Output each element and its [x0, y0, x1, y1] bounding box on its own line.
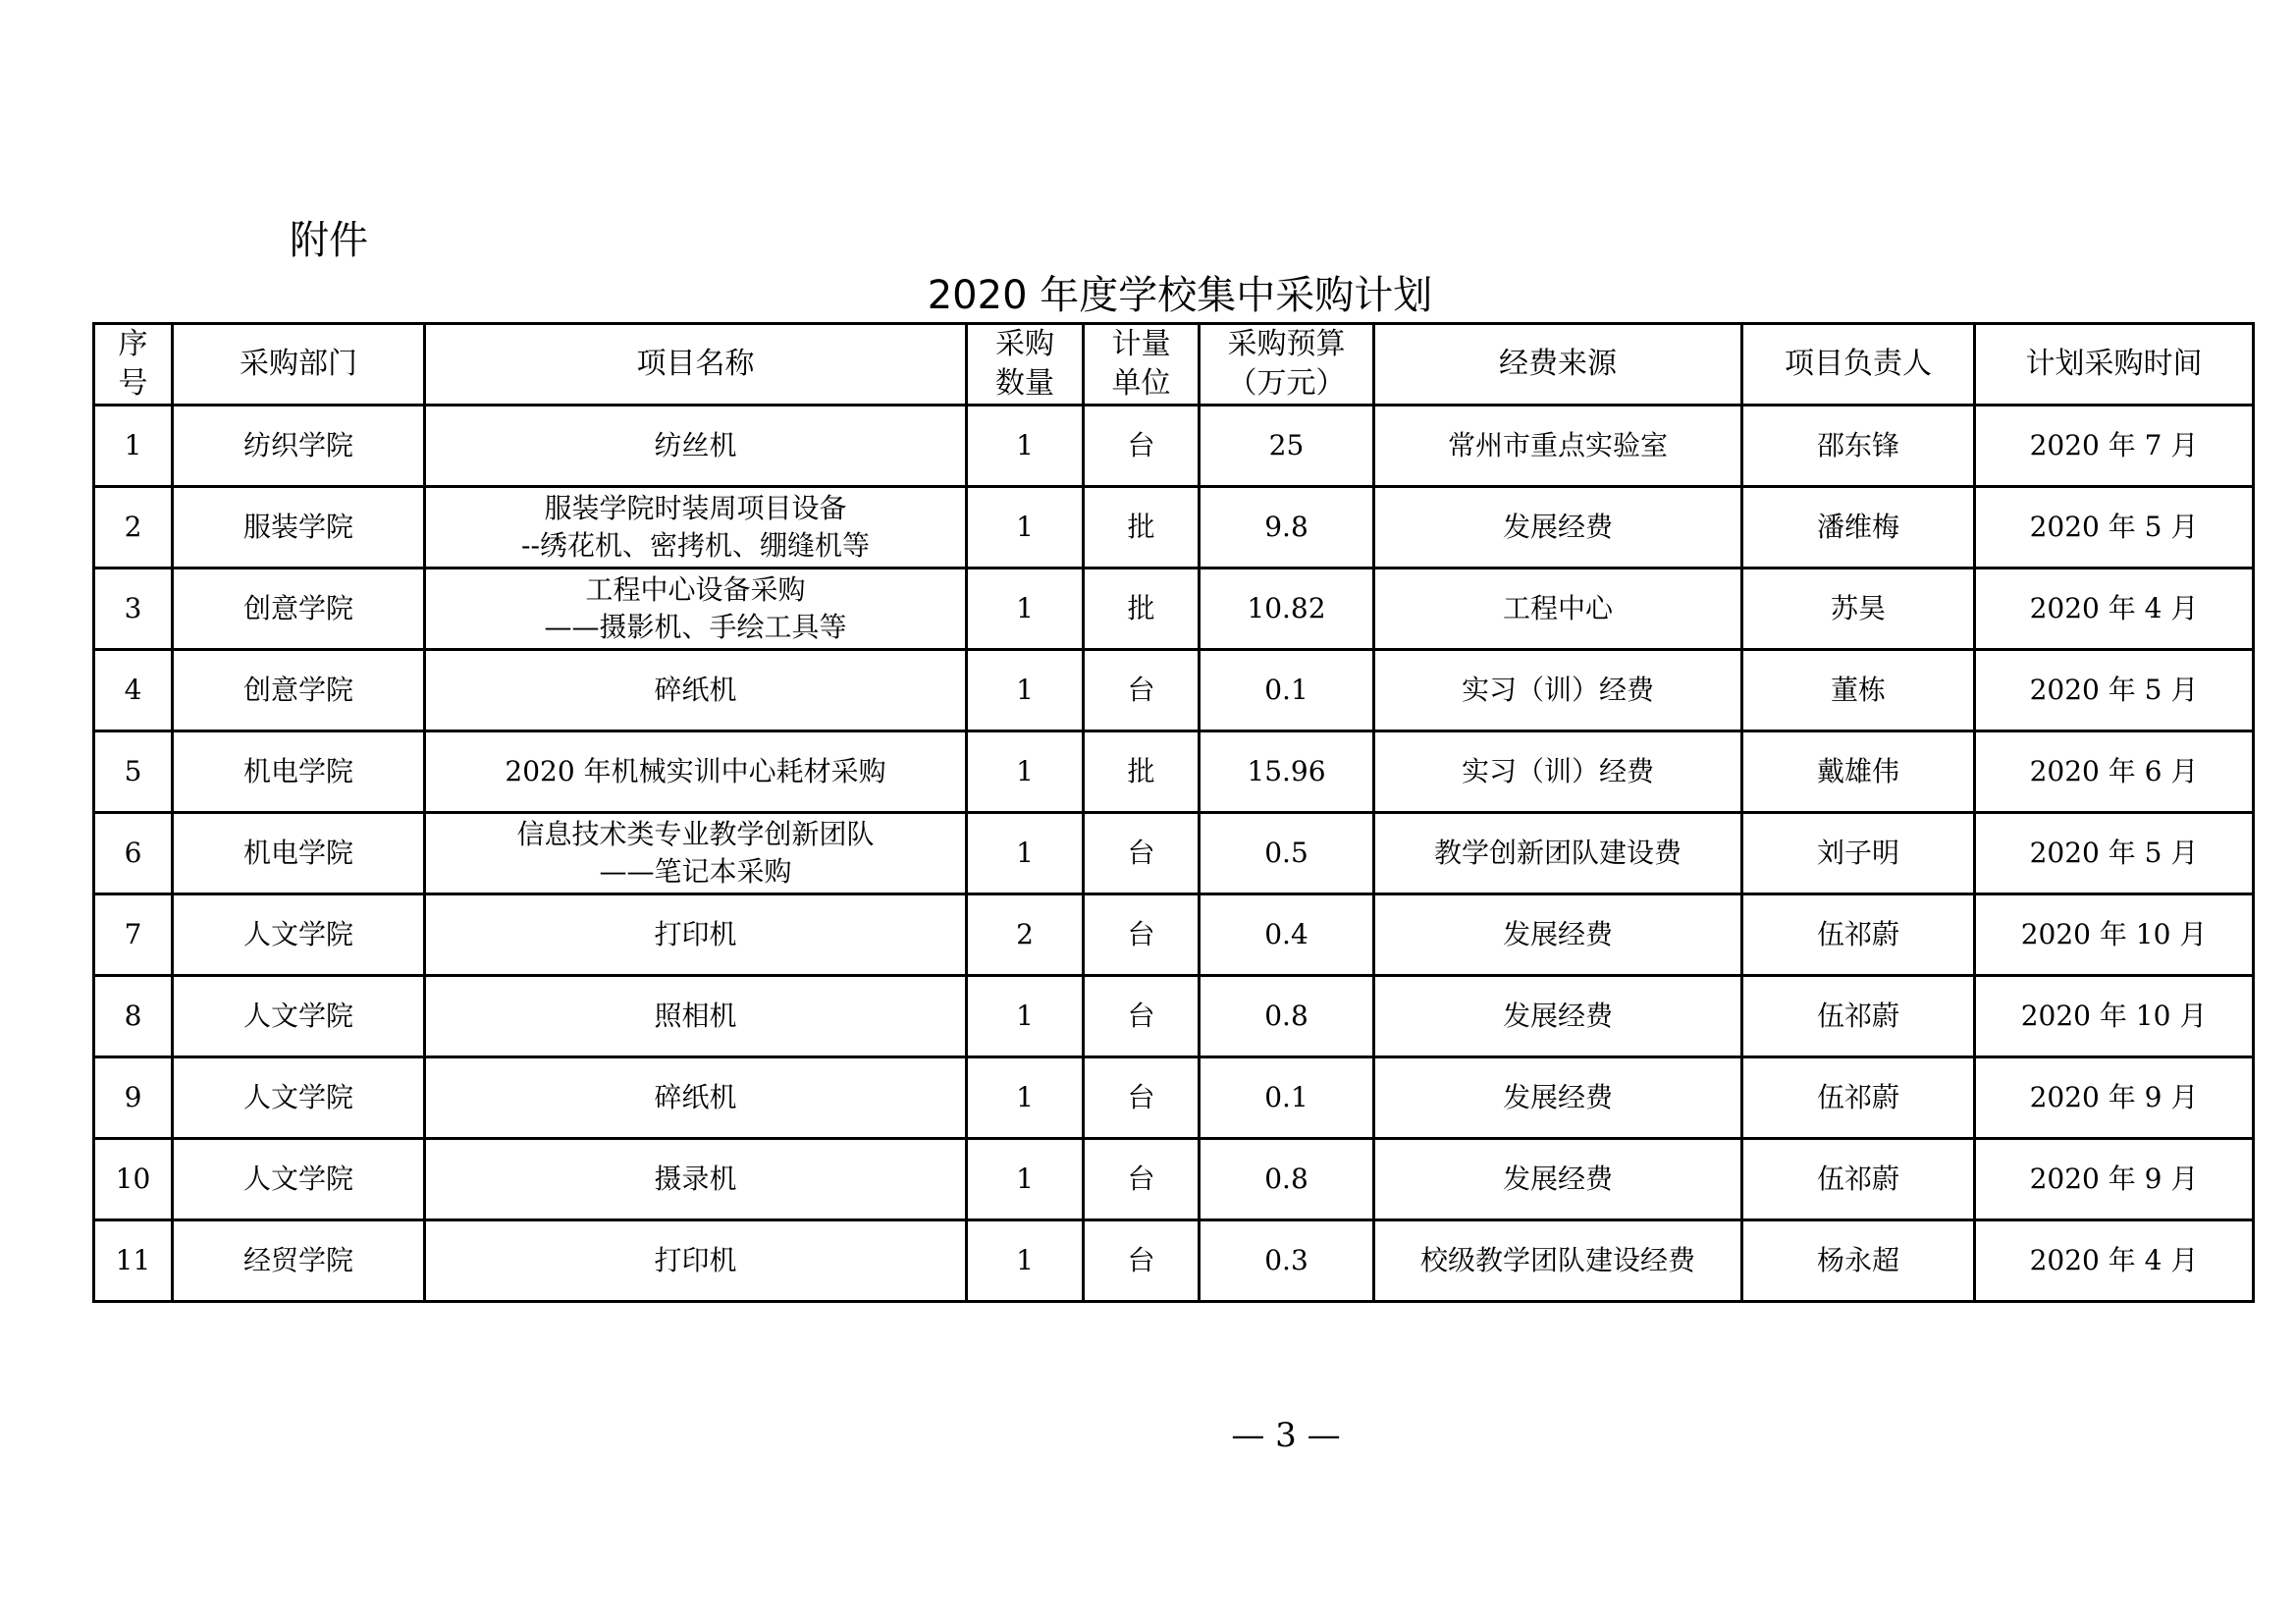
header-line: 项目负责人 — [1785, 347, 1932, 381]
col-header-time — [1975, 324, 2254, 406]
unit-cell: 台 — [1084, 1139, 1200, 1220]
header-line: 项目名称 — [636, 347, 755, 381]
budget-cell: 15.96 — [1200, 731, 1374, 813]
dept-cell: 人文学院 — [173, 1139, 425, 1220]
col-header-source — [1374, 324, 1742, 406]
project-name-line: 摄录机 — [654, 1163, 737, 1195]
header-line: 采购部门 — [240, 347, 357, 381]
table-row — [94, 487, 2254, 568]
table-row — [94, 1057, 2254, 1139]
budget-cell: 0.8 — [1200, 1139, 1374, 1220]
owner-cell: 伍祁蔚 — [1742, 1057, 1975, 1139]
owner-cell: 董栋 — [1742, 650, 1975, 731]
fund-source-cell: 校级教学团队建设经费 — [1374, 1220, 1742, 1302]
quantity-cell: 1 — [967, 1139, 1084, 1220]
header-row — [94, 324, 2254, 406]
fund-source-cell: 工程中心 — [1374, 568, 1742, 650]
row-number: 8 — [94, 976, 173, 1057]
dept-cell: 创意学院 — [173, 568, 425, 650]
fund-source-cell: 发展经费 — [1374, 894, 1742, 976]
budget-cell: 9.8 — [1200, 487, 1374, 568]
dept-cell: 纺织学院 — [173, 406, 425, 487]
table-row — [94, 976, 2254, 1057]
project-name-cell — [425, 650, 967, 731]
dept-cell: 人文学院 — [173, 1057, 425, 1139]
fund-source-cell: 发展经费 — [1374, 976, 1742, 1057]
owner-cell: 戴雄伟 — [1742, 731, 1975, 813]
table-row — [94, 813, 2254, 894]
unit-cell: 台 — [1084, 650, 1200, 731]
project-name-cell — [425, 976, 967, 1057]
plan-time-cell: 2020 年 9 月 — [1975, 1057, 2254, 1139]
quantity-cell: 1 — [967, 406, 1084, 487]
project-name-line: 打印机 — [654, 1244, 737, 1276]
header-line: 单位 — [1111, 366, 1171, 401]
project-name-line: 打印机 — [654, 918, 737, 950]
project-name-line: ——摄影机、手绘工具等 — [544, 611, 847, 643]
quantity-cell: 2 — [967, 894, 1084, 976]
procurement-table — [92, 322, 2255, 1303]
table-row — [94, 894, 2254, 976]
project-name-line: 2020 年机械实训中心耗材采购 — [505, 755, 886, 787]
header-line: 采购 — [995, 327, 1054, 361]
budget-cell: 0.1 — [1200, 650, 1374, 731]
plan-time-cell: 2020 年 5 月 — [1975, 650, 2254, 731]
project-name-cell — [425, 1139, 967, 1220]
table-header — [94, 324, 2254, 406]
quantity-cell: 1 — [967, 1057, 1084, 1139]
budget-cell: 0.4 — [1200, 894, 1374, 976]
plan-time-cell: 2020 年 5 月 — [1975, 813, 2254, 894]
budget-cell: 0.1 — [1200, 1057, 1374, 1139]
project-name-line: --绣花机、密拷机、绷缝机等 — [521, 529, 870, 562]
quantity-cell: 1 — [967, 731, 1084, 813]
plan-time-cell: 2020 年 7 月 — [1975, 406, 2254, 487]
unit-cell: 批 — [1084, 487, 1200, 568]
page-number: — 3 — — [1231, 1416, 1341, 1455]
owner-cell: 苏昊 — [1742, 568, 1975, 650]
owner-cell: 伍祁蔚 — [1742, 894, 1975, 976]
fund-source-cell: 发展经费 — [1374, 1139, 1742, 1220]
row-number: 4 — [94, 650, 173, 731]
unit-cell: 台 — [1084, 813, 1200, 894]
owner-cell: 刘子明 — [1742, 813, 1975, 894]
unit-cell: 批 — [1084, 731, 1200, 813]
fund-source-cell: 实习（训）经费 — [1374, 731, 1742, 813]
table-row — [94, 1220, 2254, 1302]
row-number: 1 — [94, 406, 173, 487]
col-header-qty — [967, 324, 1084, 406]
quantity-cell: 1 — [967, 650, 1084, 731]
quantity-cell: 1 — [967, 813, 1084, 894]
dept-cell: 机电学院 — [173, 813, 425, 894]
owner-cell: 伍祁蔚 — [1742, 1139, 1975, 1220]
plan-time-cell: 2020 年 10 月 — [1975, 976, 2254, 1057]
header-line: 经费来源 — [1499, 347, 1617, 381]
table-row — [94, 731, 2254, 813]
table-row — [94, 406, 2254, 487]
row-number: 9 — [94, 1057, 173, 1139]
unit-cell: 台 — [1084, 894, 1200, 976]
row-number: 2 — [94, 487, 173, 568]
budget-cell: 25 — [1200, 406, 1374, 487]
project-name-cell — [425, 568, 967, 650]
row-number: 11 — [94, 1220, 173, 1302]
project-name-line: 工程中心设备采购 — [585, 573, 806, 606]
quantity-cell: 1 — [967, 976, 1084, 1057]
unit-cell: 台 — [1084, 976, 1200, 1057]
project-name-cell — [425, 1220, 967, 1302]
fund-source-cell: 发展经费 — [1374, 487, 1742, 568]
project-name-line: 碎纸机 — [654, 674, 737, 706]
unit-cell: 批 — [1084, 568, 1200, 650]
header-line: 序 — [118, 327, 148, 361]
budget-cell: 0.5 — [1200, 813, 1374, 894]
annex-label: 附件 — [290, 218, 368, 263]
project-name-cell — [425, 487, 967, 568]
header-line: 采购预算 — [1227, 327, 1346, 361]
table-row — [94, 568, 2254, 650]
header-line: 计划采购时间 — [2025, 347, 2203, 381]
dept-cell: 经贸学院 — [173, 1220, 425, 1302]
col-header-budget — [1200, 324, 1374, 406]
header-line: （万元） — [1227, 366, 1346, 401]
dept-cell: 创意学院 — [173, 650, 425, 731]
fund-source-cell: 教学创新团队建设费 — [1374, 813, 1742, 894]
project-name-line: 纺丝机 — [654, 429, 737, 461]
plan-time-cell: 2020 年 6 月 — [1975, 731, 2254, 813]
project-name-line: 服装学院时装周项目设备 — [544, 492, 847, 524]
project-name-line: 信息技术类专业教学创新团队 — [516, 818, 875, 850]
unit-cell: 台 — [1084, 406, 1200, 487]
plan-time-cell: 2020 年 9 月 — [1975, 1139, 2254, 1220]
row-number: 3 — [94, 568, 173, 650]
plan-time-cell: 2020 年 4 月 — [1975, 1220, 2254, 1302]
quantity-cell: 1 — [967, 568, 1084, 650]
header-line: 数量 — [995, 366, 1054, 401]
table-row — [94, 1139, 2254, 1220]
dept-cell: 机电学院 — [173, 731, 425, 813]
col-header-dept — [173, 324, 425, 406]
row-number: 5 — [94, 731, 173, 813]
plan-time-cell: 2020 年 5 月 — [1975, 487, 2254, 568]
project-name-line: 碎纸机 — [654, 1081, 737, 1113]
plan-time-cell: 2020 年 10 月 — [1975, 894, 2254, 976]
col-header-owner — [1742, 324, 1975, 406]
unit-cell: 台 — [1084, 1057, 1200, 1139]
project-name-line: 照相机 — [654, 1000, 737, 1032]
owner-cell: 潘维梅 — [1742, 487, 1975, 568]
col-header-project — [425, 324, 967, 406]
dept-cell: 人文学院 — [173, 976, 425, 1057]
dept-cell: 服装学院 — [173, 487, 425, 568]
budget-cell: 10.82 — [1200, 568, 1374, 650]
project-name-cell — [425, 813, 967, 894]
project-name-cell — [425, 1057, 967, 1139]
plan-time-cell: 2020 年 4 月 — [1975, 568, 2254, 650]
fund-source-cell: 实习（训）经费 — [1374, 650, 1742, 731]
owner-cell: 伍祁蔚 — [1742, 976, 1975, 1057]
budget-cell: 0.8 — [1200, 976, 1374, 1057]
project-name-cell — [425, 894, 967, 976]
table-row — [94, 650, 2254, 731]
fund-source-cell: 常州市重点实验室 — [1374, 406, 1742, 487]
project-name-cell — [425, 731, 967, 813]
row-number: 7 — [94, 894, 173, 976]
owner-cell: 杨永超 — [1742, 1220, 1975, 1302]
row-number: 10 — [94, 1139, 173, 1220]
page-title: 2020 年度学校集中采购计划 — [927, 273, 1433, 318]
budget-cell: 0.3 — [1200, 1220, 1374, 1302]
project-name-line: ——笔记本采购 — [599, 855, 792, 888]
header-line: 号 — [118, 366, 148, 401]
col-header-no — [94, 324, 173, 406]
unit-cell: 台 — [1084, 1220, 1200, 1302]
row-number: 6 — [94, 813, 173, 894]
col-header-unit — [1084, 324, 1200, 406]
dept-cell: 人文学院 — [173, 894, 425, 976]
project-name-cell — [425, 406, 967, 487]
quantity-cell: 1 — [967, 1220, 1084, 1302]
fund-source-cell: 发展经费 — [1374, 1057, 1742, 1139]
header-line: 计量 — [1111, 327, 1171, 361]
table-body — [94, 406, 2254, 1302]
owner-cell: 邵东锋 — [1742, 406, 1975, 487]
quantity-cell: 1 — [967, 487, 1084, 568]
